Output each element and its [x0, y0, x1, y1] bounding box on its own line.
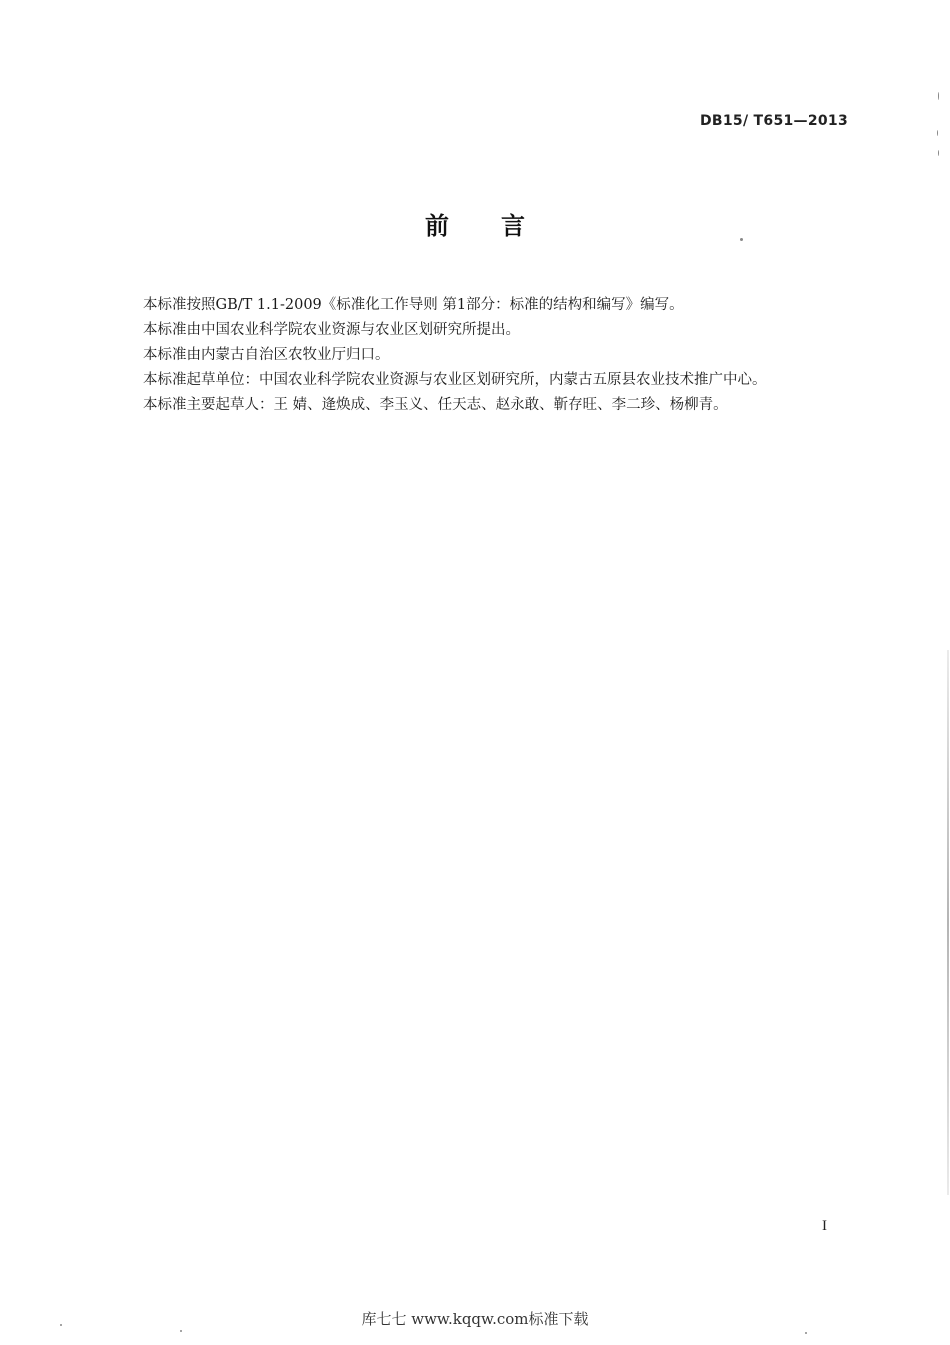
foreword-body: [143, 293, 883, 418]
page-title: [0, 206, 950, 241]
paragraph-administrator: 本标准由内蒙古自治区农牧业厅归口。: [143, 347, 390, 363]
paragraph-drafting-basis: 本标准按照GB/T 1.1-2009《标准化工作导则 第1部分：标准的结构和编写》编写。: [143, 297, 684, 313]
scan-edge-shadow: [947, 650, 949, 1195]
paragraph-drafters: 本标准主要起草人：王 婧、逄焕成、李玉义、任天志、赵永敢、靳存旺、李二珍、杨柳青。: [143, 397, 728, 413]
paragraph-proposer: 本标准由中国农业科学院农业资源与农业区划研究所提出。: [143, 322, 520, 338]
standard-code: DB15/ T651—2013: [700, 113, 848, 129]
scan-speck: [60, 1324, 62, 1326]
scan-speck: [180, 1330, 182, 1332]
footer-watermark: 库七七 www.kqqw.com标准下载: [361, 1310, 589, 1328]
title-char-right: 言: [501, 212, 525, 240]
scan-speck: [938, 150, 939, 156]
scan-speck: [740, 238, 743, 241]
page-number: I: [822, 1218, 827, 1234]
scan-speck: [805, 1332, 807, 1334]
scan-speck: [937, 130, 938, 136]
title-char-left: 前: [425, 212, 449, 240]
scan-speck: [938, 92, 939, 100]
paragraph-drafting-units: 本标准起草单位：中国农业科学院农业资源与农业区划研究所，内蒙古五原县农业技术推广中心。: [143, 372, 767, 388]
